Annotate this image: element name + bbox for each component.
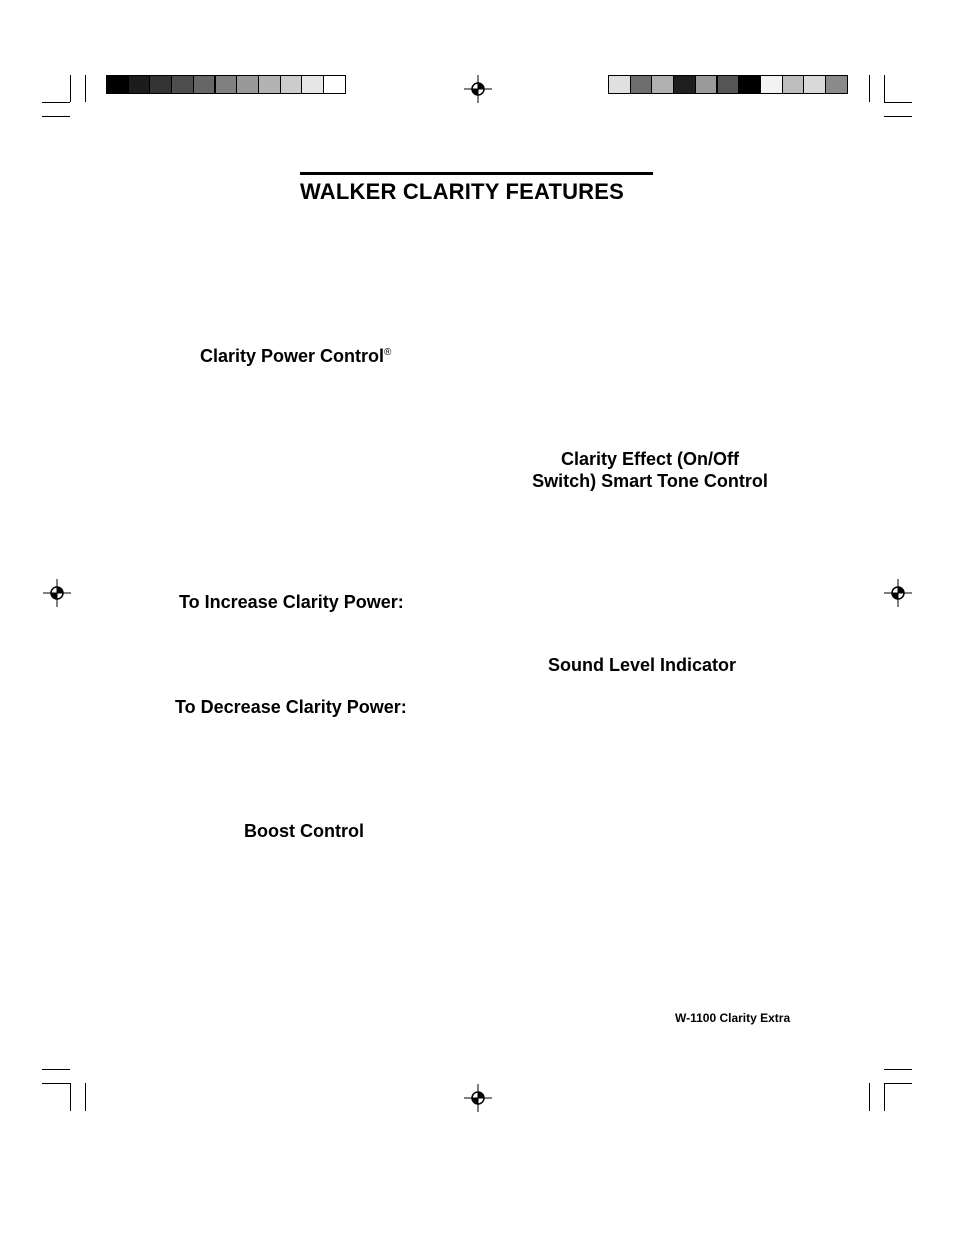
color-swatch <box>171 75 194 94</box>
crop-mark <box>85 75 86 102</box>
crop-mark <box>884 1069 912 1070</box>
crop-mark <box>884 1083 912 1084</box>
crop-mark <box>884 75 885 102</box>
color-swatch <box>128 75 151 94</box>
heading-line: Clarity Effect (On/Off <box>560 449 739 469</box>
color-swatch <box>193 75 216 94</box>
color-swatch <box>717 75 740 94</box>
crop-mark <box>42 102 70 103</box>
color-swatch <box>825 75 848 94</box>
heading-text: Clarity Power Control <box>200 346 385 366</box>
crop-mark <box>884 1083 885 1111</box>
crop-mark <box>869 1083 870 1111</box>
color-swatch <box>258 75 281 94</box>
color-swatch <box>215 75 238 94</box>
color-swatch <box>803 75 826 94</box>
color-swatch <box>280 75 303 94</box>
crop-mark <box>70 75 71 102</box>
heading-clarity-effect <box>505 448 795 492</box>
color-swatch <box>673 75 696 94</box>
registered-mark: ® <box>384 347 392 358</box>
color-swatch <box>695 75 718 94</box>
color-swatch <box>651 75 674 94</box>
color-swatch <box>760 75 783 94</box>
crop-mark <box>884 102 912 103</box>
registration-mark-icon <box>464 1084 492 1112</box>
color-swatch <box>301 75 324 94</box>
color-swatch <box>236 75 259 94</box>
crop-mark <box>42 116 70 117</box>
color-swatch <box>782 75 805 94</box>
footer-model-label: W-1100 Clarity Extra <box>675 1011 791 1025</box>
color-swatch <box>323 75 346 94</box>
color-swatch <box>149 75 172 94</box>
crop-mark <box>884 116 912 117</box>
color-swatch <box>608 75 631 94</box>
registration-mark-icon <box>43 579 71 607</box>
color-swatch <box>738 75 761 94</box>
heading-sound-level-indicator: Sound Level Indicator <box>548 655 737 675</box>
heading-clarity-power-control <box>200 346 391 367</box>
registration-mark-icon <box>884 579 912 607</box>
crop-mark <box>85 1083 86 1111</box>
crop-mark <box>869 75 870 102</box>
heading-line: Switch) Smart Tone Control <box>532 471 768 491</box>
heading-increase-power: To Increase Clarity Power: <box>179 592 404 612</box>
heading-boost-control: Boost Control <box>244 821 364 841</box>
title-rule <box>300 172 653 175</box>
crop-mark <box>70 1083 71 1111</box>
registration-mark-icon <box>464 75 492 103</box>
color-swatch <box>630 75 653 94</box>
heading-decrease-power: To Decrease Clarity Power: <box>175 697 407 717</box>
crop-mark <box>42 1069 70 1070</box>
crop-mark <box>42 1083 70 1084</box>
page-title: WALKER CLARITY FEATURES <box>300 179 625 204</box>
color-swatch <box>106 75 129 94</box>
